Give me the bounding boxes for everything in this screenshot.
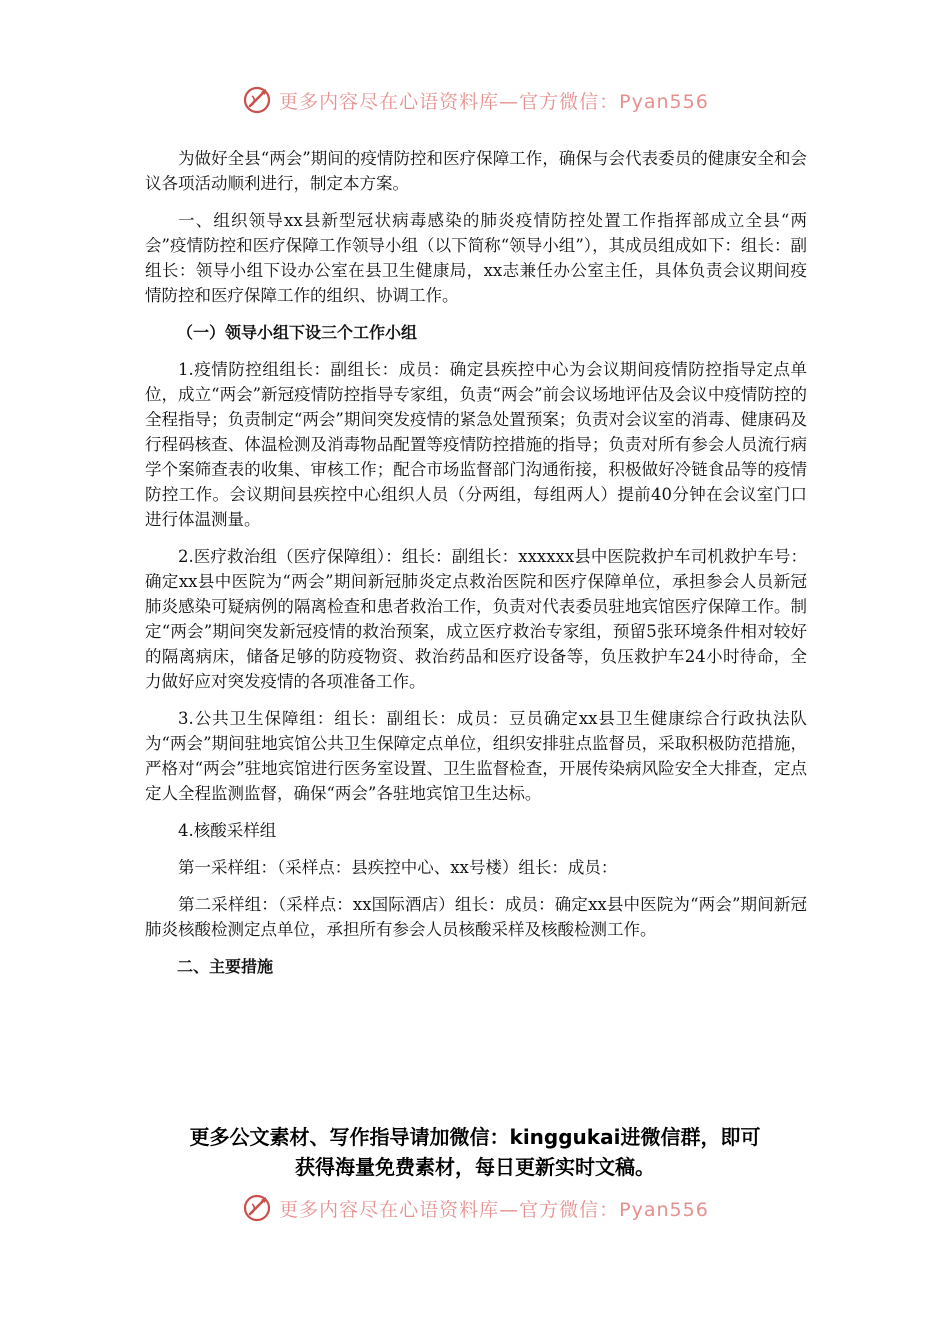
section-heading-measures: 二、主要措施 xyxy=(177,957,274,976)
promo-line-1: 更多公文素材、写作指导请加微信：kinggukai进微信群，即可 xyxy=(189,1125,761,1149)
brand-logo-icon xyxy=(241,1192,273,1224)
paragraph-sampling-first: 第一采样组：（采样点：县疾控中心、xx号楼）组长：成员： xyxy=(178,858,618,877)
promo-line-2: 获得海量免费素材，每日更新实时文稿。 xyxy=(295,1155,655,1179)
paragraph-sampling-group: 4.核酸采样组 xyxy=(178,821,277,840)
paragraph-organization: 一、组织领导xx县新型冠状病毒感染的肺炎疫情防控处置工作指挥部成立全县“两会”疫情防控和医疗保障工作领导小组（以下简称“领导小组”），其成员组成如下：组长：副组长：领导小组下设办公室在县卫生健康局，xx志兼任办公室主任，具体负责会议期间疫情防控和医疗保障工作的组织、协调工作。 xyxy=(145,211,807,305)
section-heading-subgroups: （一）领导小组下设三个工作小组 xyxy=(177,323,418,342)
paragraph-epidemic-group: 1.疫情防控组组长：副组长：成员：确定县疾控中心为会议期间疫情防控指导定点单位，成立“两会”新冠疫情防控指导专家组，负责“两会”前会议场地评估及会议中疫情防控的全程指导；负责制定“两会”期间突发疫情的紧急处置预案；负责对会议室的消毒、健康码及行程码核查、体温检测及消毒物品配置等疫情防控措施的指导；负责对所有参会人员流行病学个案筛查表的收集、审核工作；配合市场监督部门沟通衔接，积极做好冷链食品等的疫情防控工作。会议期间县疾控中心组织人员（分两组，每组两人）提前40分钟在会议室门口进行体温测量。 xyxy=(145,360,807,529)
paragraph-public-health-group: 3.公共卫生保障组：组长：副组长：成员：豆员确定xx县卫生健康综合行政执法队为“两会”期间驻地宾馆公共卫生保障定点单位，组织安排驻点监督员，采取积极防范措施，严格对“两会”驻地宾馆进行医务室设置、卫生监督检查，开展传染病风险安全大排查，定点定人全程监测监督，确保“两会”各驻地宾馆卫生达标。 xyxy=(145,709,807,803)
document-body xyxy=(145,146,807,991)
watermark-text: 更多内容尽在心语资料库—官方微信：Pyan556 xyxy=(279,90,709,113)
paragraph-intro: 为做好全县“两会”期间的疫情防控和医疗保障工作，确保与会代表委员的健康安全和会议各项活动顺利进行，制定本方案。 xyxy=(145,149,807,193)
watermark-text: 更多内容尽在心语资料库—官方微信：Pyan556 xyxy=(279,1198,709,1221)
footer-watermark-banner xyxy=(0,1192,950,1224)
promo-notice xyxy=(130,1122,820,1182)
header-watermark-banner xyxy=(0,84,950,116)
paragraph-sampling-second: 第二采样组：（采样点：xx国际酒店）组长：成员：确定xx县中医院为“两会”期间新冠肺炎核酸检测定点单位，承担所有参会人员核酸采样及核酸检测工作。 xyxy=(145,895,807,939)
brand-logo-icon xyxy=(241,84,273,116)
paragraph-medical-group: 2.医疗救治组（医疗保障组）：组长：副组长：xxxxxx县中医院救护车司机救护车号：确定xx县中医院为“两会”期间新冠肺炎定点救治医院和医疗保障单位，承担参会人员新冠肺炎感染可疑病例的隔离检查和患者救治工作，负责对代表委员驻地宾馆医疗保障工作。制定“两会”期间突发新冠疫情的救治预案，成立医疗救治专家组，预留5张环境条件相对较好的隔离病床，储备足够的防疫物资、救治药品和医疗设备等，负压救护车24小时待命，全力做好应对突发疫情的各项准备工作。 xyxy=(145,547,807,691)
